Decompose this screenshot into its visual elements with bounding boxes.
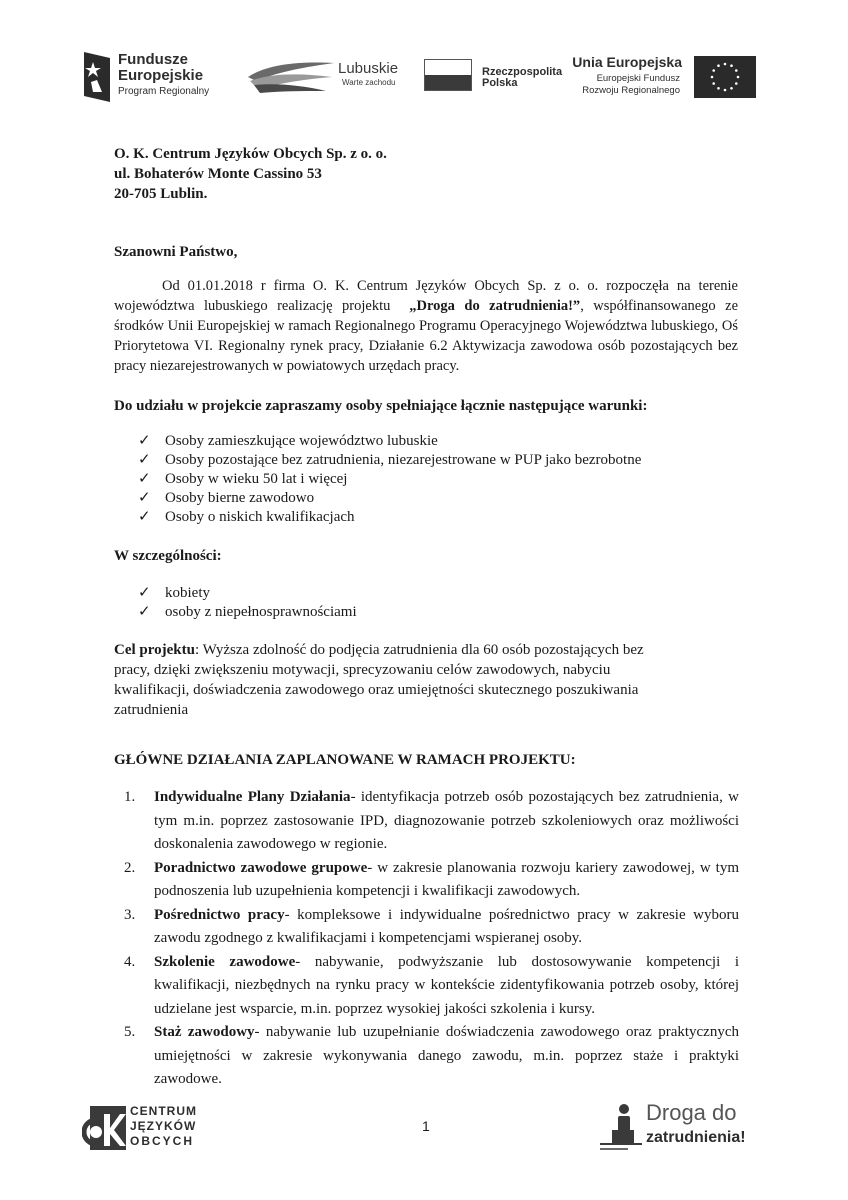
condition-text: Osoby zamieszkujące województwo lubuskie (165, 433, 438, 449)
checkmark-icon: ✓ (138, 471, 151, 487)
intro-paragraph (114, 276, 738, 376)
lubuskie-tagline: Warte zachodu (342, 78, 396, 87)
checkmark-icon: ✓ (138, 509, 151, 525)
droga-line2: zatrudnienia! (646, 1129, 746, 1146)
item-number: 1. (124, 789, 136, 805)
checkmark-icon: ✓ (138, 433, 151, 449)
actions-heading: GŁÓWNE DZIAŁANIA ZAPLANOWANE W RAMACH PROJEKTU: (114, 752, 576, 768)
goal-text: : Wyższa zdolność do podjęcia zatrudnienia dla 60 osób pozostających bez pracy, dzięki zwiększeniu motywacji, sprecyzowaniu celów zawodowych, nabyciu kwalifikacji, doświadczenia zawodowego oraz umiejętności skutecznego poszukiwania zatrudnienia (114, 642, 644, 718)
fe-line3: Program Regionalny (118, 86, 210, 97)
item-text: - nabywanie lub uzupełnianie doświadczenia zawodowego oraz praktycznych umiejętności w zakresie wykonywania danego zawodu, m.in. poprzez staże i praktyki zawodowe. (154, 1024, 739, 1087)
intro-text-2: , współfinansowanego ze środków Unii Europejskiej w ramach Regionalnego Programu Operacyjnego Województwa lubuskiego, Oś Priorytetowa VI. Regionalny rynek pracy, Działanie 6.2 Aktywizacja zawodowa osób pozostających bez pracy niezarejestrowanych w powiatowych urzędach pracy. (114, 298, 739, 374)
ok-line1: CENTRUM (130, 1104, 197, 1118)
lubuskie-logo (246, 55, 416, 100)
item-title: Szkolenie zawodowe (154, 953, 296, 970)
particular-list (138, 584, 357, 622)
address-line3: 20-705 Lublin. (114, 186, 208, 202)
list-item (138, 432, 641, 451)
list-item (124, 786, 739, 857)
item-title: Staż zawodowy (154, 1024, 255, 1040)
list-item (138, 603, 357, 622)
fe-star-flag-icon (84, 52, 110, 102)
checkmark-icon: ✓ (138, 585, 151, 601)
list-item (124, 1021, 739, 1092)
particular-text: kobiety (165, 585, 210, 601)
header-logos (0, 0, 848, 110)
item-text: - identyfikacja potrzeb osób pozostających bez zatrudnienia, w tym m.in. poprzez zastosowanie IPD, diagnozowanie potrzeb szkoleniowych oraz możliwości doskonalenia zawodowego w regionie. (154, 789, 740, 852)
item-title: Poradnictwo zawodowe grupowe (154, 859, 368, 876)
lubuskie-name: Lubuskie (338, 60, 399, 77)
address-line2: ul. Bohaterów Monte Cassino 53 (114, 166, 322, 182)
ok-line2: JĘZYKÓW (130, 1119, 197, 1133)
polish-flag-icon (424, 59, 472, 91)
item-text: - w zakresie planowania rozwoju kariery zawodowej, w tym podnoszenia lub uzupełnienia kompetencji i kwalifikacji zawodowych. (154, 859, 739, 899)
page-number: 1 (422, 1118, 430, 1134)
list-item (138, 489, 641, 508)
checkmark-icon: ✓ (138, 604, 151, 620)
ue-line3: Rozwoju Regionalnego (582, 85, 680, 96)
recipient-address (114, 144, 387, 204)
item-number: 2. (124, 859, 136, 876)
project-name: „Droga do zatrudnienia!” (409, 298, 581, 314)
fe-line2: Europejskie (118, 67, 204, 84)
conditions-list (138, 432, 641, 527)
item-text: - nabywanie, podwyższanie lub dostosowywanie kompetencji i kwalifikacji, niezbędnych na rynku pracy w kontekście zidentyfikowania potrzeb osoby, której udzielane jest wsparcie, m.in. poprzez wysokiej jakości szkolenia i kursy. (154, 953, 739, 1017)
ue-title: Unia Europejska (572, 54, 682, 70)
list-item (124, 951, 739, 1022)
address-line1: O. K. Centrum Języków Obcych Sp. z o. o. (114, 146, 387, 162)
checkmark-icon: ✓ (138, 452, 151, 468)
unia-europejska-logo (564, 54, 760, 104)
droga-line1: Droga do (646, 1100, 737, 1125)
rp-line1: Rzeczpospolita (482, 66, 563, 78)
item-title: Indywidualne Plany Działania (154, 789, 351, 805)
item-number: 4. (124, 953, 136, 970)
item-number: 3. (124, 906, 136, 923)
condition-text: Osoby bierne zawodowo (165, 490, 315, 506)
ue-line2: Europejski Fundusz (596, 73, 680, 84)
rp-line2: Polska (482, 77, 518, 89)
rzeczpospolita-polska-logo (424, 59, 564, 93)
actions-list (124, 786, 739, 1092)
list-item (138, 508, 641, 527)
condition-text: Osoby pozostające bez zatrudnienia, niezarejestrowane w PUP jako bezrobotne (165, 452, 642, 468)
greeting: Szanowni Państwo, (114, 244, 238, 260)
particular-heading: W szczególności: (114, 548, 222, 564)
person-at-desk-icon (598, 1102, 644, 1152)
item-number: 5. (124, 1024, 136, 1040)
list-item (138, 451, 641, 470)
item-title: Pośrednictwo pracy (154, 906, 285, 923)
ok-line3: OBCYCH (130, 1134, 195, 1148)
ok-logo-mark-icon (82, 1106, 126, 1150)
list-item (124, 904, 739, 951)
particular-text: osoby z niepełnosprawnościami (165, 604, 357, 620)
goal-label: Cel projektu (114, 642, 195, 658)
condition-text: Osoby o niskich kwalifikacjach (165, 509, 355, 525)
list-item (138, 584, 357, 603)
condition-text: Osoby w wieku 50 lat i więcej (165, 471, 348, 487)
lubuskie-wave-icon (246, 57, 336, 97)
fe-line1: Fundusze (118, 51, 188, 68)
checkmark-icon: ✓ (138, 490, 151, 506)
item-text: - kompleksowe i indywidualne pośrednictwo pracy w zakresie wyboru zawodu zgodnego z kwalifikacjami i kompetencjami wspieranej osoby. (154, 906, 739, 946)
intro-text-1: Od 01.01.2018 r firma O. K. Centrum Języków Obcych Sp. z o. o. rozpoczęła na terenie województwa lubuskiego realizację projektu (114, 278, 738, 314)
droga-do-zatrudnienia-logo (598, 1098, 764, 1156)
project-goal (114, 640, 674, 720)
eu-flag-icon (694, 56, 756, 98)
list-item (138, 470, 641, 489)
ok-centrum-logo (82, 1102, 212, 1154)
list-item (124, 857, 739, 904)
conditions-heading: Do udziału w projekcie zapraszamy osoby spełniające łącznie następujące warunki: (114, 398, 648, 414)
